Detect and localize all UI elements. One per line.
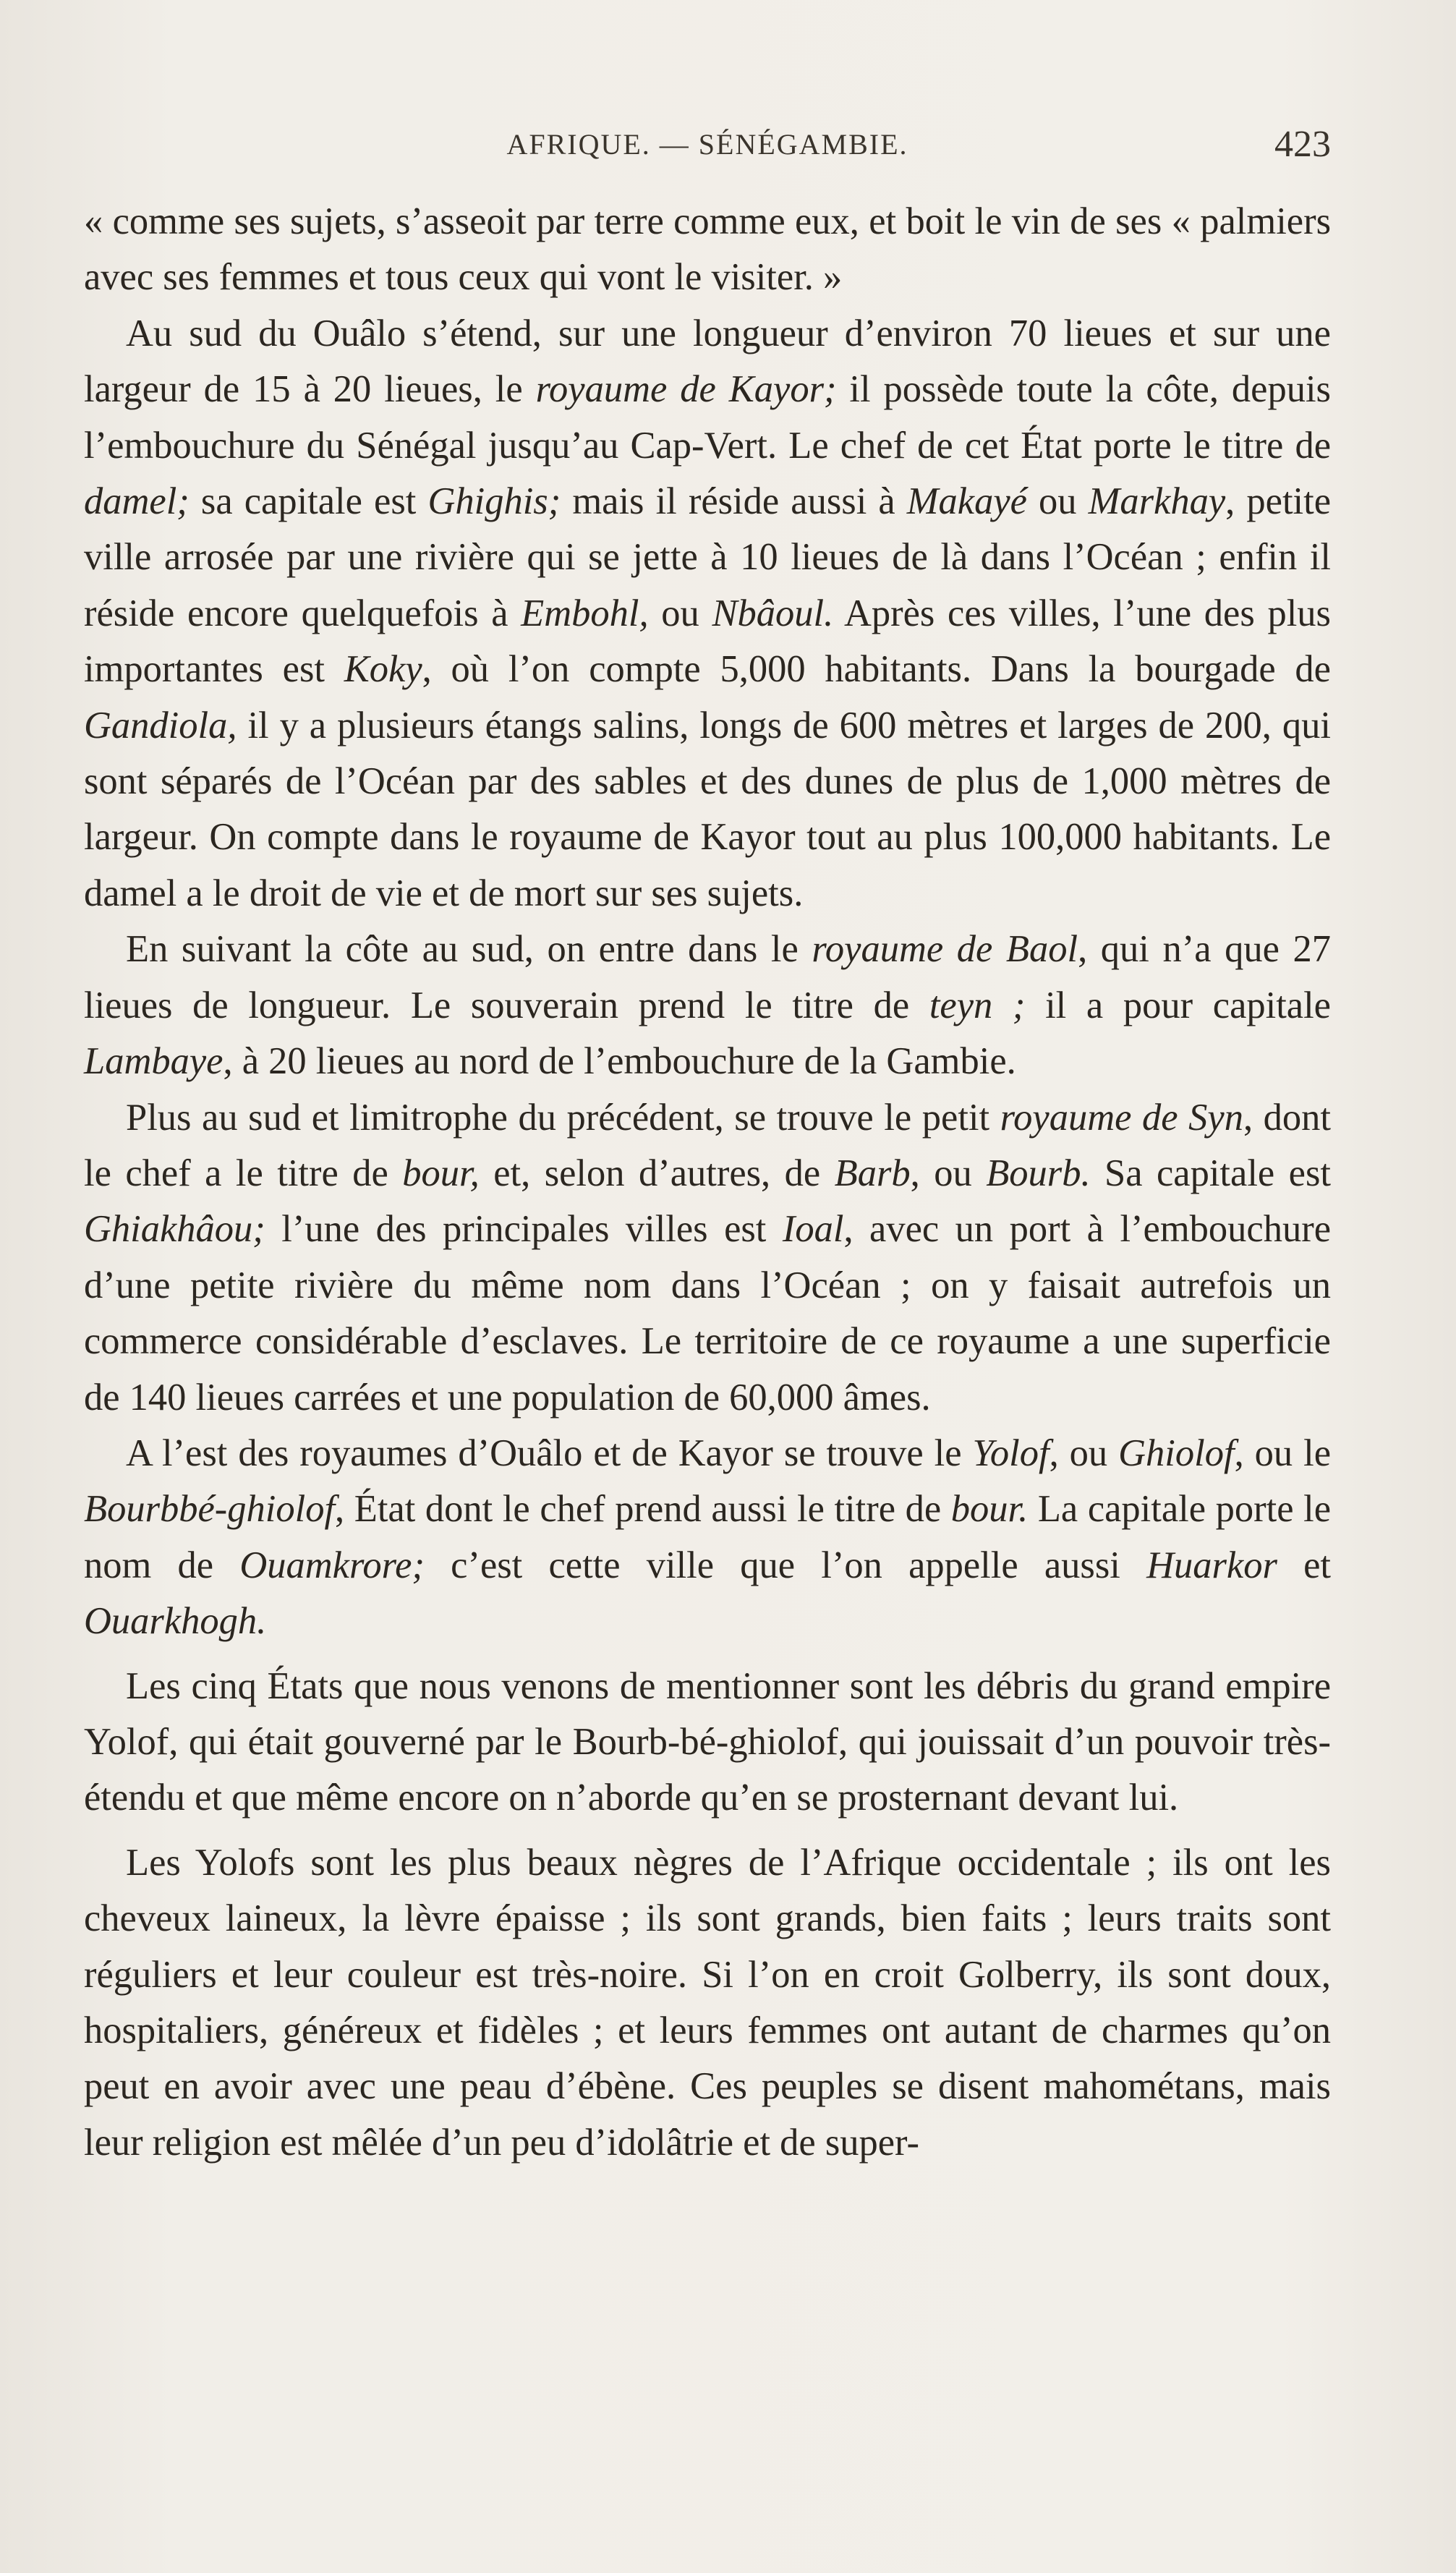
italic-text: Lambaye [84,1040,223,1083]
text-run: Les Yolofs sont les plus beaux nègres de l’Afrique occidentale ; ils ont les cheveux laineux, la lèvre épaisse ; ils sont grands, bien faits ; leurs traits sont réguliers et leur couleur est très-noire. Si l’on en croit Golberry, ils sont doux, hospitaliers, généreux et fidèles ; et leurs femmes ont autant de charmes qu’on peut en avoir avec une peau d’ébène. Ces peuples se disent mahométans, mais leur religion est mêlée d’un peu d’idolâtrie et de super- [84,1841,1331,2164]
paragraph [84,1835,1331,2171]
running-head: AFRIQUE. — SÉNÉGAMBIE. [506,128,908,161]
text-run: , à 20 lieues au nord de l’embouchure de la Gambie. [223,1040,1016,1083]
text-run: et [1277,1544,1332,1586]
paragraph [84,1659,1331,1826]
italic-text: Ghighis; [427,480,561,523]
text-run: , qui n’a que 27 lieues de longueur. Le souverain prend le titre de [84,928,1331,1026]
text-run: mais il réside aussi à [561,480,907,523]
text-run: , ou [1049,1432,1119,1474]
italic-text: Makayé [906,480,1027,523]
italic-text: Yolof [972,1432,1050,1474]
text-run: La capitale porte le nom de [84,1488,1331,1586]
text-run: il a pour capitale [1025,984,1331,1026]
italic-text: Ghiakhâou; [84,1208,265,1251]
page-header [84,124,1331,178]
text-run: c’est cette ville que l’on appelle aussi [424,1544,1147,1586]
italic-text: bour, [402,1152,480,1194]
italic-text: teyn ; [929,984,1026,1026]
text-run: En suivant la côte au sud, on entre dans le [126,928,812,971]
text-run: sa capitale est [189,480,428,523]
page-number: 423 [1274,124,1331,165]
text-run: Plus au sud et limitrophe du précédent, se trouve le petit [126,1096,1000,1139]
paragraph [84,1090,1331,1426]
italic-text: Embohl, [521,592,649,634]
italic-text: bour. [950,1488,1029,1531]
paragraph [84,1426,1331,1650]
text-run: Après ces villes, l’une des plus importantes est [84,592,1331,691]
italic-text: Markhay [1088,480,1226,523]
italic-text: royaume de Kayor; [535,368,837,411]
body-text [84,194,1331,2171]
italic-text: Koky [344,648,422,691]
text-run: il possède toute la côte, depuis l’embouchure du Sénégal jusqu’au Cap-Vert. Le chef de cet État porte le titre de [84,368,1331,467]
text-run: ou [1026,480,1089,523]
italic-text: Bourbbé-ghiolof [84,1488,336,1531]
text-run: et, selon d’autres, de [479,1152,835,1194]
text-run: ou [648,592,712,634]
text-run: A l’est des royaumes d’Ouâlo et de Kayor se trouve le [126,1432,973,1474]
text-run: Au sud du Ouâlo s’étend, sur une longueur d’environ 70 lieues et sur une largeur de 15 à 20 lieues, le [84,312,1331,411]
text-run: , dont le chef a le titre de [84,1096,1331,1194]
text-run: « comme ses sujets, s’asseoit par terre comme eux, et boit le vin de ses « palmiers avec ses femmes et tous ceux qui vont le visiter. » [84,200,1331,299]
text-run: , où l’on compte 5,000 habitants. Dans la bourgade de [422,648,1331,691]
italic-text: royaume de Baol [812,928,1078,971]
text-run: Les cinq États que nous venons de mentionner sont les débris du grand empire Yolof, qui était gouverné par le Bourb-bé-ghiolof, qui jouissait d’un pouvoir très-étendu et que même encore on n’aborde qu’en se prosternant devant lui. [84,1664,1331,1819]
italic-text: Bourb. [986,1152,1091,1194]
italic-text: Ghiolof [1118,1432,1235,1474]
text-run: , ou le [1234,1432,1332,1474]
italic-text: Ouamkrore; [239,1544,425,1586]
italic-text: royaume de Syn [1000,1096,1243,1139]
italic-text: Barb [834,1152,911,1194]
italic-text: Gandiola, [84,704,237,747]
italic-text: Ouarkhogh. [84,1600,267,1643]
italic-text: Ioal [782,1208,844,1251]
italic-text: damel; [84,480,190,523]
text-run: Sa capitale est [1090,1152,1331,1194]
text-run: , ou [910,1152,987,1194]
text-run: l’une des principales villes est [265,1208,783,1251]
text-run: il y a plusieurs étangs salins, longs de 600 mètres et larges de 200, qui sont séparés de l’Océan par des sables et des dunes de plus de 1,000 mètres de largeur. On compte dans le royaume de Kayor tout au plus 100,000 habitants. Le damel a le droit de vie et de mort sur ses sujets. [84,704,1331,914]
paragraph [84,306,1331,922]
text-run: , avec un port à l’embouchure d’une petite rivière du même nom dans l’Océan ; on y faisait autrefois un commerce considérable d’esclaves. Le territoire de ce royaume a une superficie de 140 lieues carrées et une population de 60,000 âmes. [84,1208,1332,1419]
text-run: , petite ville arrosée par une rivière qui se jette à 10 lieues de là dans l’Océan ; enfin il réside encore quelquefois à [84,480,1332,634]
paragraph [84,922,1331,1089]
italic-text: Huarkor [1146,1544,1277,1586]
italic-text: Nbâoul. [712,592,834,634]
text-run: , État dont le chef prend aussi le titre de [335,1488,951,1531]
paragraph [84,194,1331,306]
